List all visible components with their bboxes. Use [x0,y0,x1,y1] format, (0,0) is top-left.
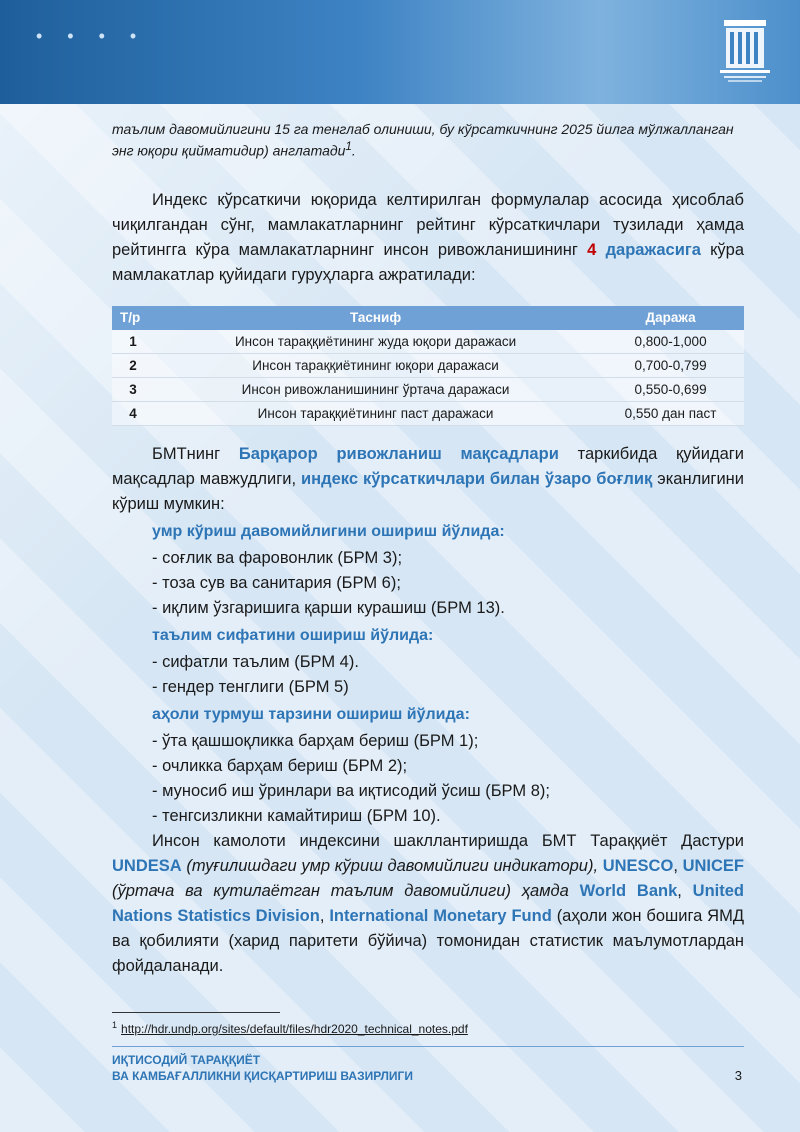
paragraph-sources: Инсон камолоти индексини шакллантиришда БМТ Тараққиёт Дастури UNDESA (туғилишдаги умр кўриш давомийлиги индикатори), UNESCO, UNICEF (ўртача ва кутилаётган таълим давомийлиги) ҳамда World Bank, United Nations Statistics Division, International Monetary Fund (аҳоли жон бошига ЯМД ва қобилияти (харид паритети бўйича) томонидан статистик маълумотлардан фойдаланади. [112,831,745,975]
footnote-divider [112,1012,280,1013]
header-banner [0,0,800,104]
footer-ministry-name: ИҚТИСОДИЙ ТАРАҚҚИЁТ ВА КАМБАҒАЛЛИКНИ ҚИСҚАРТИРИШ ВАЗИРЛИГИ [112,1053,413,1083]
list-item: - соғлик ва фаровонлик (БРМ 3); [152,546,744,571]
org-unesco: UNESCO [602,856,674,875]
footnote [112,1020,468,1036]
footnote-ref: 1 [345,140,352,153]
ministry-building-icon [716,14,774,86]
header-level: Даража [597,306,744,330]
header-number: Т/р [112,306,154,330]
list-item: - сифатли таълим (БРМ 4). [152,650,744,675]
org-unicef: UNICEF [682,856,744,875]
org-un-statistics: United Nations Statistics Division [112,881,745,925]
org-undesa: UNDESA [112,856,182,875]
decorative-dots: • • • • [36,26,147,46]
table-row: 1 Инсон тараққиётининг жуда юқори даражаси 0,800-1,000 [112,330,744,354]
header-classification: Тасниф [154,306,597,330]
group-heading: таълим сифатини ошириш йўлида: [152,626,434,644]
table-row: 4 Инсон тараққиётининг паст даражаси 0,550 дан паст [112,401,744,425]
paragraph-sdg: БМТнинг Барқарор ривожланиш мақсадлари таркибида қуйидаги мақсадлар мавжудлиги, индекс кўрсаткичлари билан ўзаро боғлиқ эканлигини кўриш мумкин: [112,444,744,513]
org-world-bank: World Bank [579,881,678,900]
highlight-number: 4 [587,240,597,259]
classification-table [112,306,744,426]
list-item: - очликка барҳам бериш (БРМ 2); [152,754,744,779]
goal-list [112,729,744,829]
list-item: - ўта қашшоқликка барҳам бериш (БРМ 1); [152,729,744,754]
paragraph-ranking: Индекс кўрсаткичи юқорида келтирилган формулалар асосида ҳисоблаб чиқилгандан сўнг, мамлакатларнинг рейтинг кўрсаткичлари тузилади ҳамда рейтингга кўра мамлакатларнинг инсон ривожланишининг 4 даражасига кўра мамлакатлар қуйидаги гуруҳларга ажратилади: [112,190,744,284]
footer-divider [112,1046,744,1047]
table-row: 3 Инсон ривожланишининг ўртача даражаси 0,550-0,699 [112,377,744,401]
list-item: - иқлим ўзгаришига қарши курашиш (БРМ 13). [152,596,744,621]
continued-note: таълим давомийлигини 15 га тенглаб олиниши, бу кўрсаткичнинг 2025 йилга мўлжалланган энг юқори қийматидир) англатади$^1$. [112,121,734,159]
list-item: - муносиб иш ўринлари ва иқтисодий ўсиш (БРМ 8); [152,779,744,804]
page-number: 3 [734,1068,742,1083]
footnote-number: 1 [112,1020,118,1030]
group-heading: аҳоли турмуш тарзини ошириш йўлида: [152,705,470,723]
list-item: - тоза сув ва санитария (БРМ 6); [152,571,744,596]
org-imf: International Monetary Fund [329,906,552,925]
goal-list [112,650,744,700]
goal-list [112,546,744,621]
highlight-term: даражасига [605,240,701,259]
footnote-link[interactable]: http://hdr.undp.org/sites/default/files/hdr2020_technical_notes.pdf [121,1022,468,1036]
main-content [112,120,744,979]
group-heading: умр кўриш давомийлигини ошириш йўлида: [152,522,505,540]
highlight-sdg: Барқарор ривожланиш мақсадлари [238,444,559,463]
highlight-linked: индекс кўрсаткичлари билан ўзаро боғлиқ [301,469,653,488]
list-item: - гендер тенглиги (БРМ 5) [152,675,744,700]
table-header-row [112,306,744,330]
table-row: 2 Инсон тараққиётининг юқори даражаси 0,700-0,799 [112,353,744,377]
list-item: - тенгсизликни камайтириш (БРМ 10). [152,804,744,829]
